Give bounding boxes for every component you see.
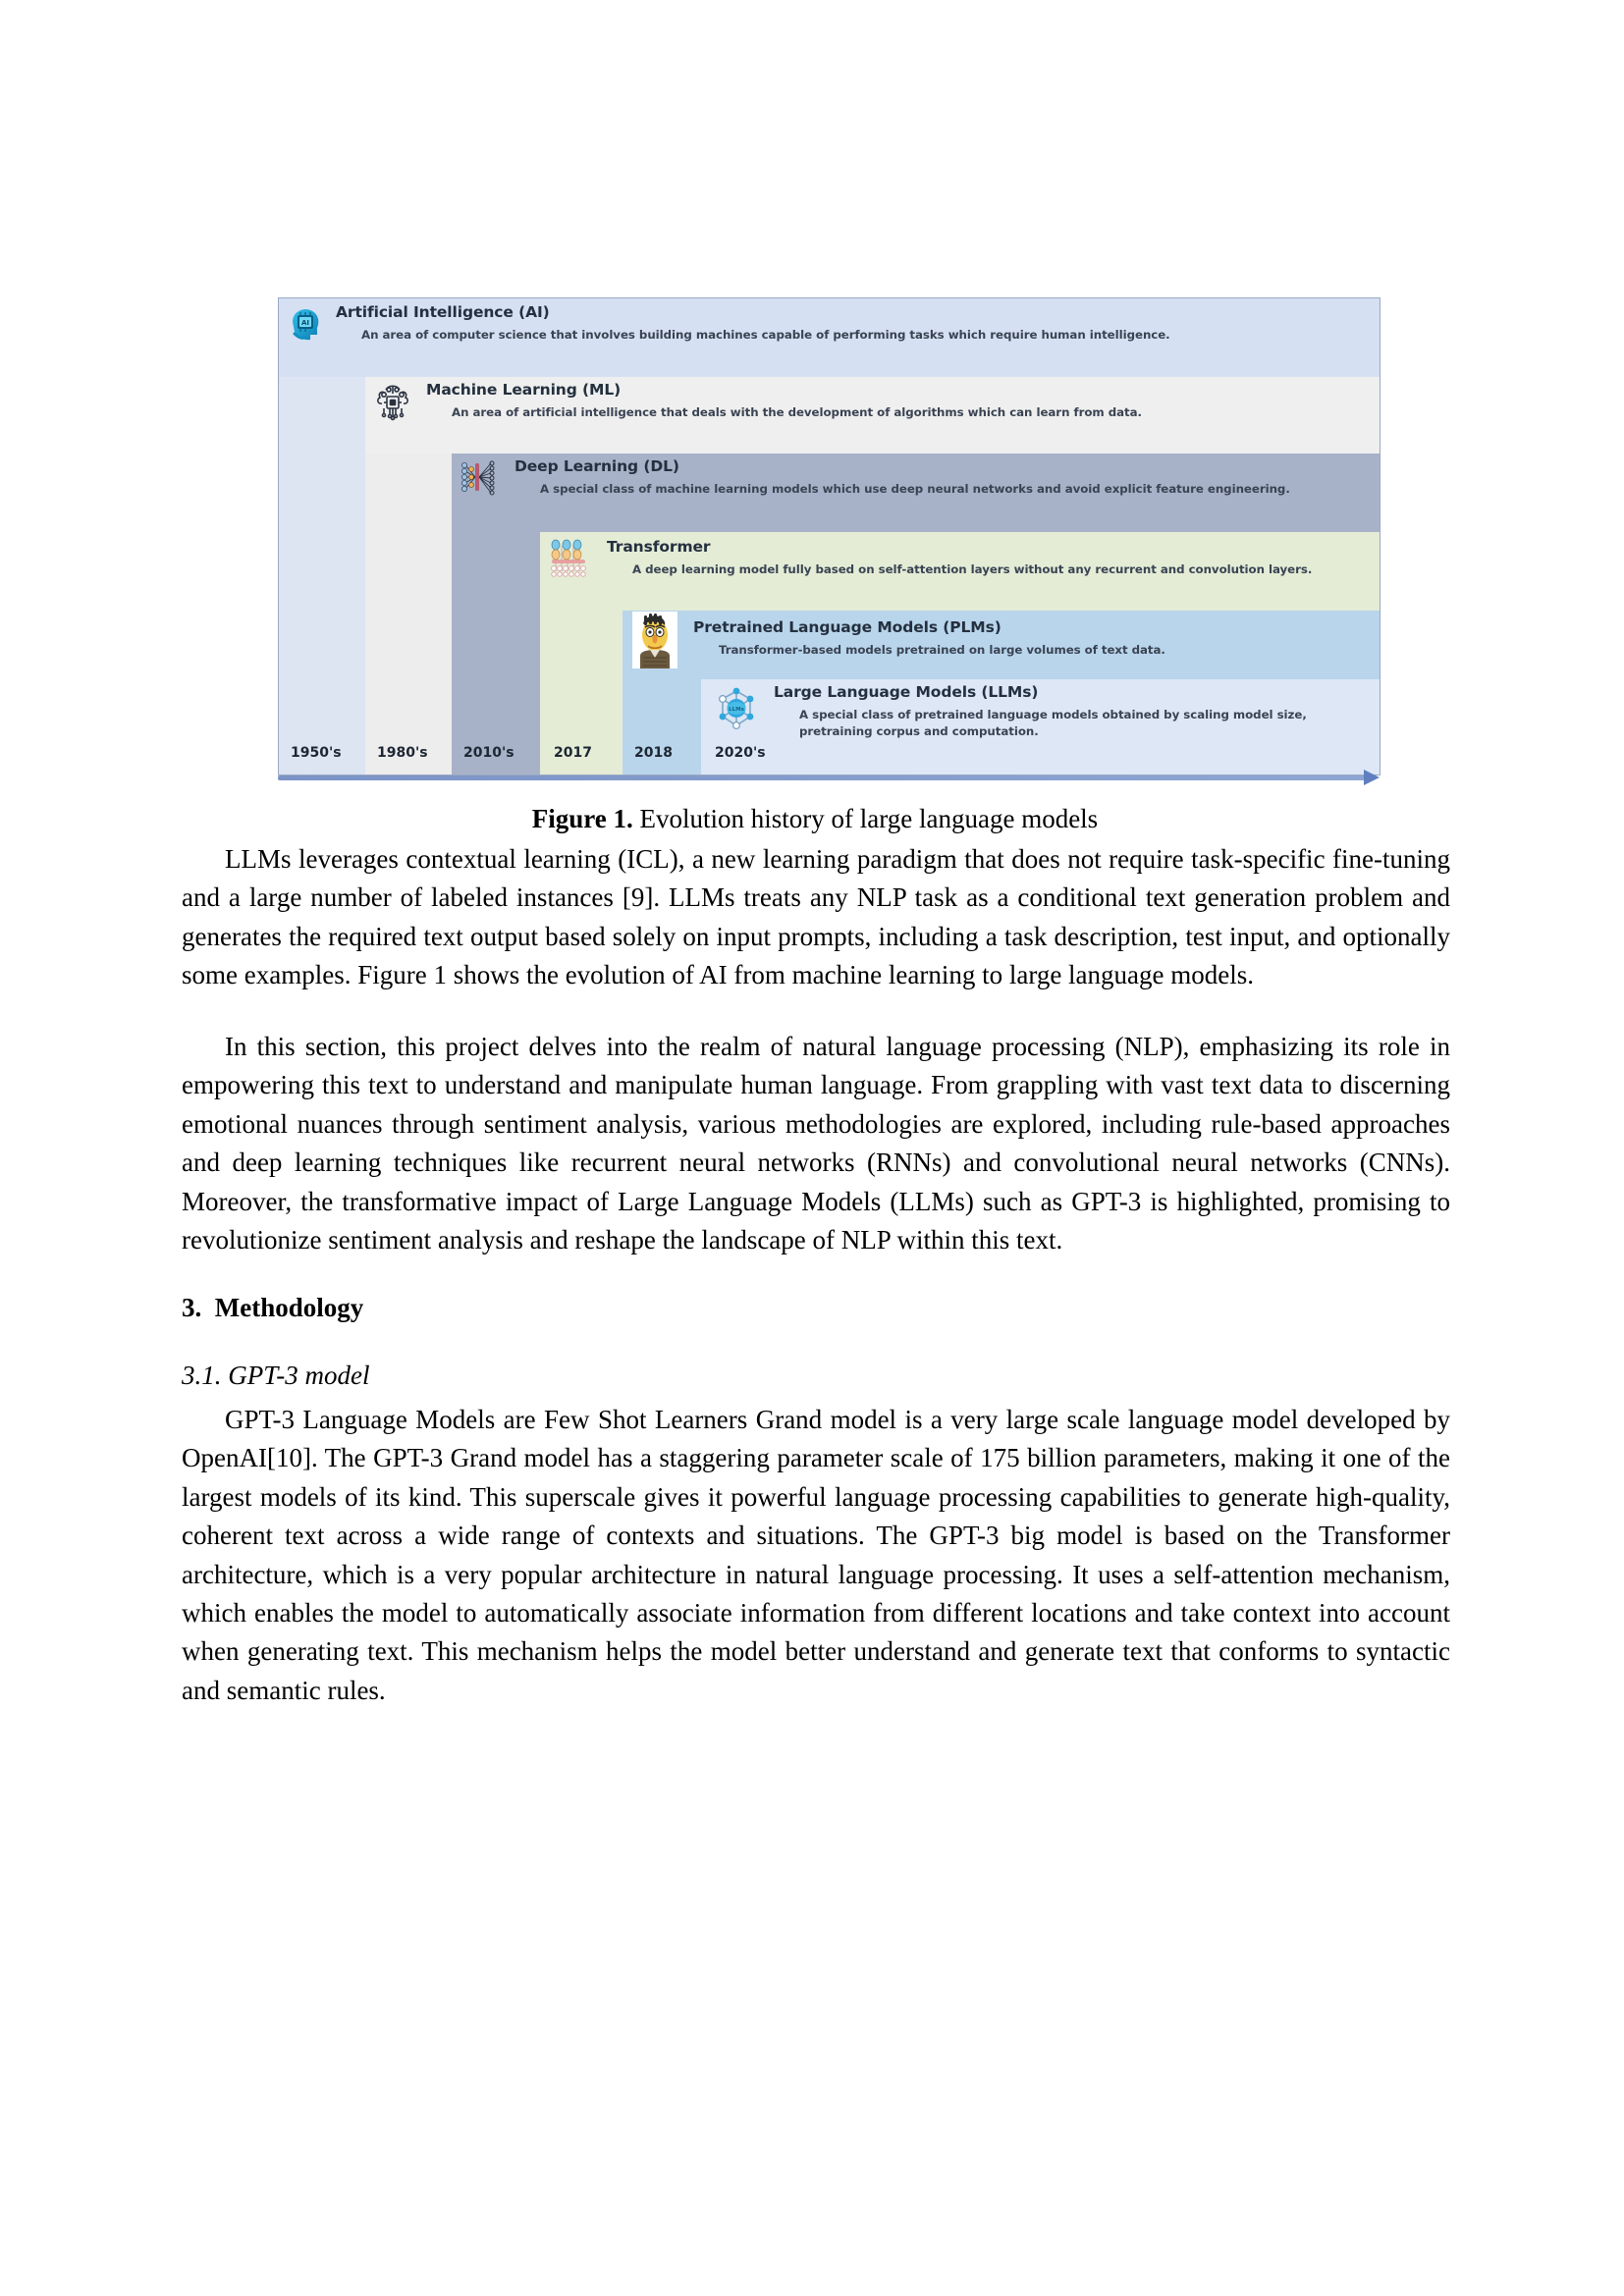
body-column (182, 840, 1450, 995)
layer-pretrained-language-models (623, 611, 1380, 679)
layer-desc-dl: A special class of machine learning models which use deep neural networks and avoid explicit feature engineering. (540, 482, 1290, 496)
ai-head-chip-icon (285, 304, 326, 350)
layer-deep-learning (452, 454, 1380, 532)
layer-transformer (540, 532, 1380, 611)
paragraph-llms-icl: LLMs leverages contextual learning (ICL), a new learning paradigm that does not require task-specific fine-tuning and a large number of labeled instances [9]. LLMs treats any NLP task as a conditional text generation problem and generates the required text output based solely on input prompts, including a task description, test input, and optionally some examples. Figure 1 shows the evolution of AI from machine learning to large language models. (182, 844, 1450, 990)
layer-desc-ai: An area of computer science that involves building machines capable of performing tasks which require human intelligence. (361, 328, 1170, 342)
timeline-tick-2020s: 2020's (715, 745, 766, 761)
timeline-tick-1950s: 1950's (291, 745, 342, 761)
layer-machine-learning (365, 377, 1380, 454)
figure-caption (177, 803, 1453, 836)
timeline-axis-line (278, 775, 1366, 780)
layer-title-transformer: Transformer (607, 538, 711, 556)
timeline-tick-labels (279, 745, 1380, 775)
dl-neural-network-icon (456, 457, 499, 504)
section-heading-methodology (182, 1289, 1450, 1327)
ml-brain-circuit-icon (373, 381, 412, 427)
layer-title-ml: Machine Learning (ML) (426, 381, 622, 399)
svg-text:LLMs: LLMs (729, 707, 744, 713)
layer-title-plm: Pretrained Language Models (PLMs) (693, 618, 1001, 636)
svg-text:AI: AI (300, 319, 310, 327)
bert-character-icon (632, 612, 677, 673)
section-number: 3. (182, 1293, 202, 1322)
llms-network-icon (711, 683, 762, 739)
paragraph-nlp-overview: In this section, this project delves into the realm of natural language processing (NLP), emphasizing its role in empowering this text to understand and manipulate human language. From grappling with vast text data to discerning emotional nuances through sentiment analysis, various methodologies are explored, including rule-based approaches and deep learning techniques like recurrent neural networks (RNNs) and convolutional neural networks (CNNs). Moreover, the transformative impact of Large Language Models (LLMs) such as GPT-3 is highlighted, promising to revolutionize sentiment analysis and reshape the landscape of NLP within this text. (182, 1032, 1450, 1255)
layer-desc-transformer: A deep learning model fully based on self-attention layers without any recurrent and convolution layers. (632, 562, 1313, 576)
paragraph-gpt3-description: GPT-3 Language Models are Few Shot Learners Grand model is a very large scale language model developed by OpenAI[10]. The GPT-3 Grand model has a staggering parameter scale of 175 billion parameters, making it one of the largest models of its kind. This superscale gives it powerful language processing capabilities to generate high-quality, coherent text across a wide range of contexts and situations. The GPT-3 big model is based on the Transformer architecture, which is a very popular architecture in natural language processing. It uses a self-attention mechanism, which enables the model to automatically associate information from different locations and take context into account when generating text. This mechanism helps the model better understand and generate text that conforms to syntactic and semantic rules. (182, 1405, 1450, 1705)
body-column-3 (182, 1401, 1450, 1710)
figure-1 (278, 297, 1380, 798)
layer-title-dl: Deep Learning (DL) (514, 457, 679, 475)
timeline-axis-arrowhead (1364, 770, 1380, 785)
layer-large-language-models (701, 679, 1380, 752)
timeline-tick-2018: 2018 (634, 745, 673, 761)
layer-artificial-intelligence (279, 298, 1380, 377)
figure-caption-label: Figure 1. (531, 804, 633, 833)
layer-desc-plm: Transformer-based models pretrained on large volumes of text data. (719, 643, 1165, 657)
section-title: Methodology (214, 1293, 364, 1322)
subsection-heading-gpt3-model: 3.1. GPT-3 model (182, 1361, 370, 1390)
body-column-2 (182, 1028, 1450, 1259)
layer-title-ai: Artificial Intelligence (AI) (336, 303, 550, 321)
figure-1-diagram (278, 297, 1380, 775)
layer-title-llm: Large Language Models (LLMs) (774, 683, 1039, 701)
timeline-tick-2010s: 2010's (463, 745, 514, 761)
subsection-31-heading-row (182, 1357, 1450, 1395)
transformer-layers-icon (546, 536, 591, 584)
layer-desc-ml: An area of artificial intelligence that deals with the development of algorithms which can learn from data. (452, 405, 1142, 419)
section-3-heading-row (182, 1289, 1450, 1327)
figure-caption-text: Evolution history of large language models (632, 804, 1099, 833)
layer-desc-llm: A special class of pretrained language models obtained by scaling model size, pretraining corpus and computation. (799, 708, 1307, 739)
timeline-tick-1980s: 1980's (377, 745, 428, 761)
timeline-tick-2017: 2017 (554, 745, 592, 761)
